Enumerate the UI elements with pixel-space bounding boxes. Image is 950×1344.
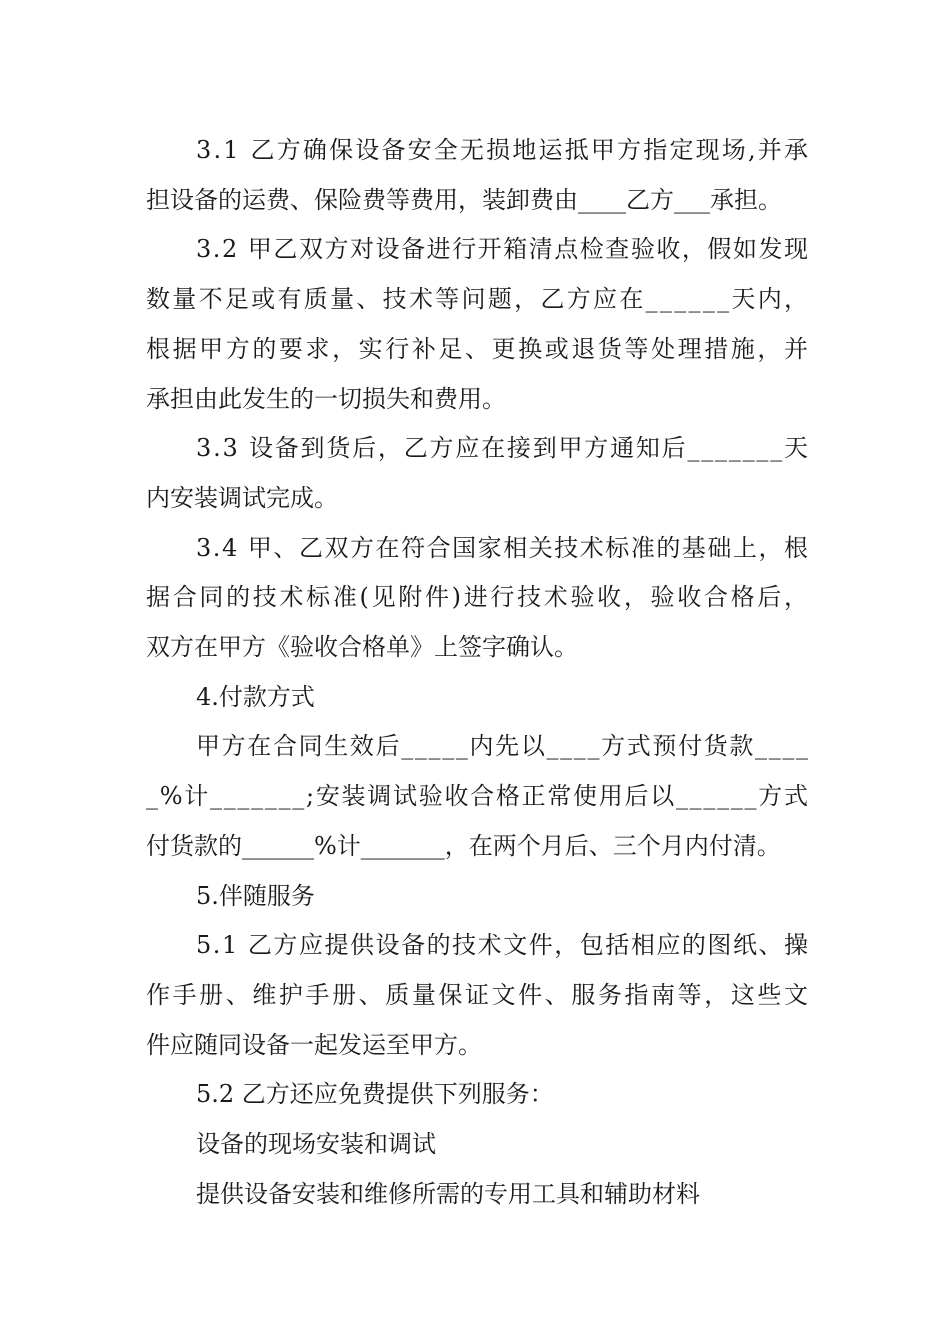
section-heading: 5.伴随服务: [196, 881, 315, 910]
paragraph-line: 3.4 甲、乙双方在符合国家相关技术标准的基础上，根: [196, 533, 810, 562]
paragraph-line: _%计_______;安装调试验收合格正常使用后以______方式: [146, 782, 810, 811]
paragraph-line: 根据甲方的要求，实行补足、更换或退货等处理措施，并: [146, 334, 811, 363]
list-item: 设备的现场安装和调试: [196, 1130, 436, 1159]
paragraph-5-1: [146, 921, 811, 1070]
paragraph-3-1: [146, 126, 811, 225]
paragraph-3-2: [146, 225, 811, 424]
paragraph-line: 作手册、维护手册、质量保证文件、服务指南等，这些文: [146, 980, 811, 1009]
paragraph-line: 5.1 乙方应提供设备的技术文件，包括相应的图纸、操: [196, 931, 810, 960]
paragraph-line: 3.2 甲乙双方对设备进行开箱清点检查验收，假如发现: [196, 235, 810, 264]
paragraph-line: 内安装调试完成。: [146, 483, 338, 512]
service-item-tools: [146, 1170, 808, 1220]
paragraph-line: 数量不足或有质量、技术等问题，乙方应在______天内，: [146, 285, 811, 314]
paragraph-5-2: [146, 1070, 808, 1120]
paragraph-3-4: [146, 524, 811, 673]
paragraph-line: 甲方在合同生效后_____内先以____方式预付货款____: [196, 732, 810, 761]
section-heading-payment: [146, 673, 808, 723]
paragraph-line: 担设备的运费、保险费等费用，装卸费由____乙方___承担。: [146, 185, 782, 214]
paragraph-line: 3.3 设备到货后，乙方应在接到甲方通知后_______天: [196, 434, 810, 463]
paragraph-line: 双方在甲方《验收合格单》上签字确认。: [146, 633, 578, 662]
list-item: 提供设备安装和维修所需的专用工具和辅助材料: [196, 1179, 700, 1208]
paragraph-line: 付货款的______%计_______，在两个月后、三个月内付清。: [146, 831, 781, 860]
paragraph-line: 件应随同设备一起发运至甲方。: [146, 1030, 482, 1059]
paragraph-3-3: [146, 424, 808, 523]
section-heading-services: [146, 872, 808, 922]
service-item-installation: [146, 1120, 808, 1170]
paragraph-payment-body: [146, 722, 808, 871]
section-heading: 4.付款方式: [196, 682, 315, 711]
paragraph-line: 5.2 乙方还应免费提供下列服务：: [196, 1080, 554, 1109]
paragraph-line: 据合同的技术标准(见附件)进行技术验收，验收合格后，: [146, 583, 811, 612]
document-body: [146, 126, 811, 1219]
paragraph-line: 承担由此发生的一切损失和费用。: [146, 384, 506, 413]
paragraph-line: 3.1 乙方确保设备安全无损地运抵甲方指定现场,并承: [196, 136, 811, 164]
